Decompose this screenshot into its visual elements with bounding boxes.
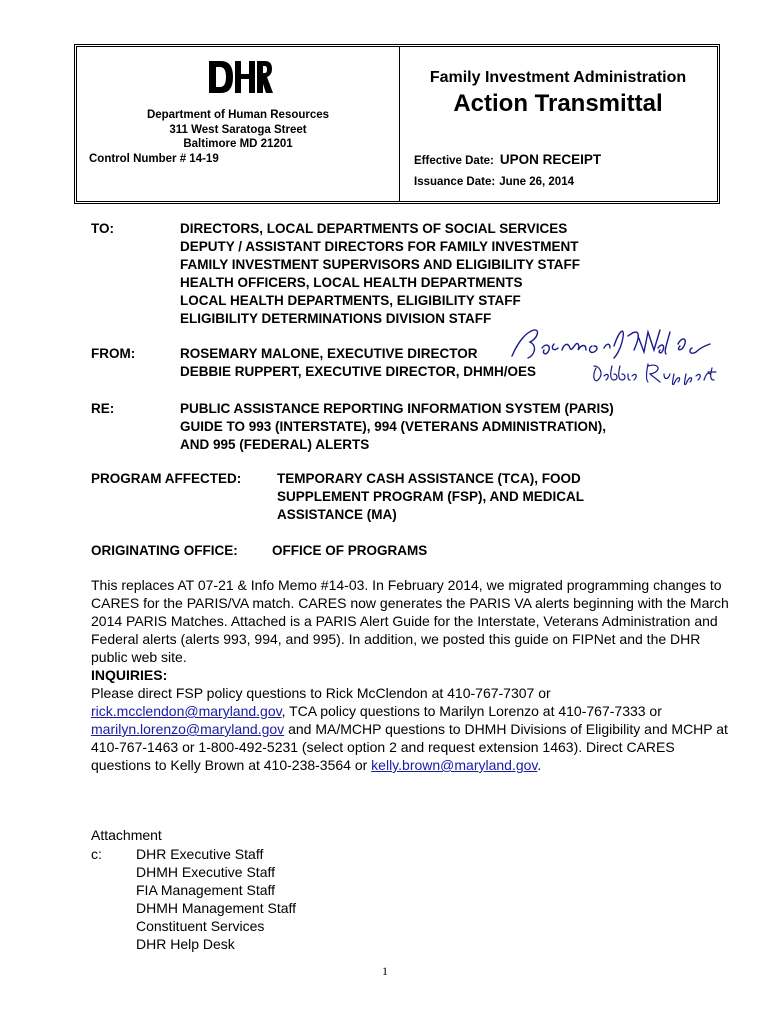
inquiries-text: Please direct FSP policy questions to Rick McClendon at 410-767-7307 or (91, 685, 551, 701)
to-line: LOCAL HEALTH DEPARTMENTS, ELIGIBILITY STAFF (180, 293, 521, 308)
inquiries-text: , TCA policy questions to Marilyn Lorenzo at 410-767-7333 or (281, 703, 662, 719)
cc-item: FIA Management Staff (136, 882, 276, 898)
cc-item: DHR Help Desk (136, 936, 235, 952)
email-link-kelly-brown[interactable]: kelly.brown@maryland.gov (371, 757, 538, 773)
address-line-1: 311 West Saratoga Street (169, 123, 307, 136)
re-line: GUIDE TO 993 (INTERSTATE), 994 (VETERANS ADMINISTRATION), (180, 419, 607, 434)
issuance-date (414, 176, 574, 188)
cc-list (136, 845, 296, 953)
originating-office-value: OFFICE OF PROGRAMS (272, 543, 428, 558)
department-block (77, 108, 399, 152)
cc-item: DHR Executive Staff (136, 846, 264, 862)
effective-date-label: Effective Date: (414, 155, 494, 167)
signature-debbie-ruppert (590, 360, 722, 386)
inquiries-text: . (537, 757, 542, 773)
to-line: HEALTH OFFICERS, LOCAL HEALTH DEPARTMENTS (180, 275, 523, 290)
effective-date (414, 152, 601, 167)
to-line: DEPUTY / ASSISTANT DIRECTORS FOR FAMILY INVESTMENT (180, 239, 579, 254)
intro-paragraph: This replaces AT 07-21 & Info Memo #14-03. In February 2014, we migrated programming changes to CARES for the PARIS/VA match. CARES now generates the PARIS VA alerts beginning with the March 2014 PARIS Matches. Attached is a PARIS Alert Guide for the Interstate, Veterans Administration and Federal alerts (alerts 993, 994, and 995). In addition, we posted this guide on FIPNet and the DHR public web site. (91, 577, 729, 665)
dhr-logo (207, 59, 273, 95)
department-name: Department of Human Resources (146, 109, 330, 121)
to-line: DIRECTORS, LOCAL DEPARTMENTS OF SOCIAL SERVICES (180, 221, 568, 236)
program-line: SUPPLEMENT PROGRAM (FSP), AND MEDICAL (277, 489, 584, 504)
cc-item: DHMH Management Staff (136, 900, 297, 916)
cc-item: Constituent Services (136, 918, 265, 934)
to-line: ELIGIBILITY DETERMINATIONS DIVISION STAFF (180, 311, 492, 326)
to-label: TO: (91, 221, 114, 236)
program-line: TEMPORARY CASH ASSISTANCE (TCA), FOOD (277, 471, 581, 486)
issuance-date-value: June 26, 2014 (499, 176, 574, 188)
inquiries-text: and MA/MCHP questions to DHMH Divisions of Eligibility and MCHP at 410-767-1463 or 1-800-492-5231 (select option 2 and request extension 1463). Direct CARES questions to Kelly Brown at 410-238-3564 or (91, 721, 728, 773)
effective-date-value: UPON RECEIPT (499, 152, 602, 167)
email-link-rick-mcclendon[interactable]: rick.mcclendon@maryland.gov (91, 703, 282, 719)
body-section (91, 576, 731, 774)
cc-label: c: (91, 846, 102, 862)
program-affected-label: PROGRAM AFFECTED: (91, 471, 242, 486)
inquiries-paragraph (91, 684, 731, 774)
inquiries-heading: INQUIRIES: (91, 667, 168, 683)
control-number: Control Number # 14-19 (89, 153, 219, 165)
cc-item: DHMH Executive Staff (136, 864, 276, 880)
page-number: 1 (382, 964, 388, 978)
program-line: ASSISTANCE (MA) (277, 507, 397, 522)
re-line: PUBLIC ASSISTANCE REPORTING INFORMATION SYSTEM (PARIS) (180, 401, 614, 416)
originating-office-label: ORIGINATING OFFICE: (91, 543, 238, 558)
from-label: FROM: (91, 346, 136, 361)
attachment-label: Attachment (91, 827, 162, 843)
to-recipients (180, 220, 580, 328)
re-subject (180, 400, 614, 454)
to-line: FAMILY INVESTMENT SUPERVISORS AND ELIGIBILITY STAFF (180, 257, 581, 272)
from-line: ROSEMARY MALONE, EXECUTIVE DIRECTOR (180, 346, 478, 361)
from-senders (180, 345, 536, 381)
document-type-title: Action Transmittal (453, 90, 663, 117)
header-box (74, 44, 720, 204)
re-label: RE: (91, 401, 115, 416)
agency-name: Family Investment Administration (429, 69, 687, 86)
re-line: AND 995 (FEDERAL) ALERTS (180, 437, 370, 452)
issuance-date-label: Issuance Date: (414, 176, 496, 188)
program-affected-value (277, 470, 584, 524)
email-link-marilyn-lorenzo[interactable]: marilyn.lorenzo@maryland.gov (91, 721, 285, 737)
address-line-2: Baltimore MD 21201 (183, 138, 293, 150)
from-line: DEBBIE RUPPERT, EXECUTIVE DIRECTOR, DHMH/OES (180, 364, 537, 379)
